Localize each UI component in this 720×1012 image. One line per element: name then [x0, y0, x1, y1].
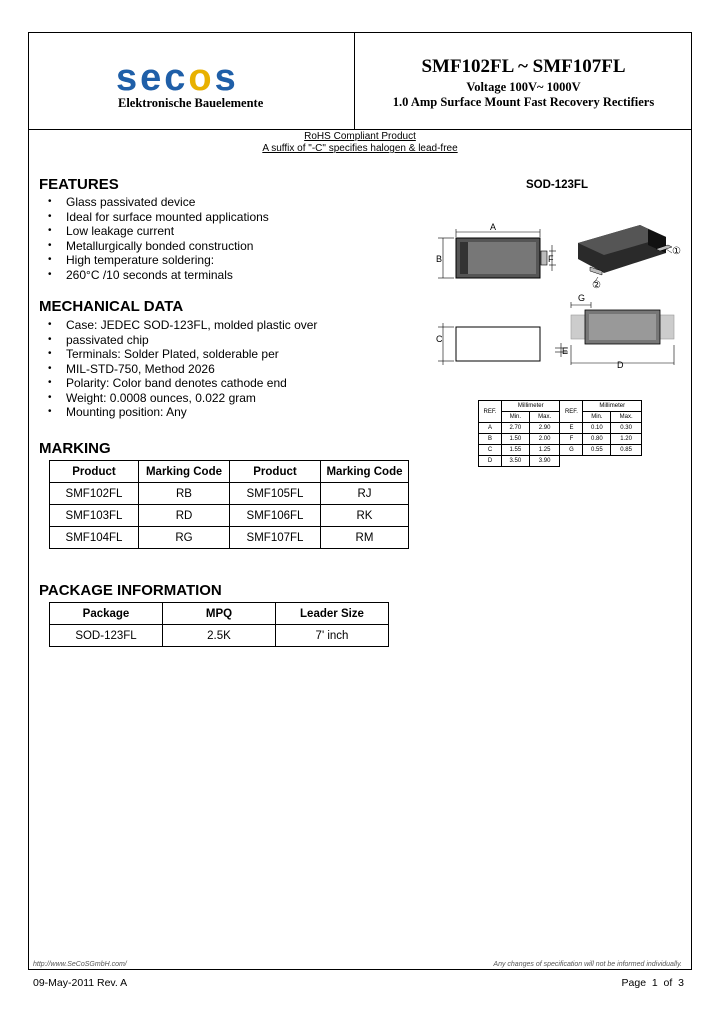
footprint-view	[571, 302, 674, 365]
dim-label-g: G	[578, 293, 586, 303]
rohs-line-2: A suffix of "-C" specifies halogen & lead-free	[262, 143, 458, 154]
package-drawing-title: SOD-123FL	[526, 179, 588, 191]
table-row: SMF104FL RG SMF107FL RM	[50, 527, 409, 549]
dim-label-b: B	[436, 254, 443, 264]
dim-unit-header: Millimeter	[502, 401, 560, 412]
marking-col-code: Marking Code	[139, 461, 230, 483]
package-info-heading: PACKAGE INFORMATION	[39, 582, 222, 599]
dim-max-header: Max.	[611, 412, 642, 423]
mechanical-list	[48, 318, 317, 420]
list-item: • Low leakage current	[48, 224, 269, 239]
footer-notice: Any changes of specification will not be informed individually.	[493, 961, 682, 968]
list-item: • Mounting position: Any	[48, 405, 317, 420]
brand-logo	[116, 58, 239, 98]
product-description: 1.0 Amp Surface Mount Fast Recovery Rectifiers	[392, 95, 655, 109]
list-item: • Weight: 0.0008 ounces, 0.022 gram	[48, 391, 317, 406]
table-row: SOD-123FL 2.5K 7' inch	[50, 625, 389, 647]
pin-2-label: ②	[592, 280, 601, 291]
side-view	[438, 323, 568, 365]
pin-1-label: ①	[672, 246, 681, 257]
dim-min-header: Min.	[583, 412, 611, 423]
rohs-line-1: RoHS Compliant Product	[304, 131, 416, 142]
dim-ref-header: REF.	[560, 401, 583, 423]
brand-logo-text: secos	[116, 57, 239, 99]
list-item: • Ideal for surface mounted applications	[48, 210, 269, 225]
marking-col-code: Marking Code	[321, 461, 409, 483]
package-col-mpq: MPQ	[163, 603, 276, 625]
dim-min-header: Min.	[502, 412, 530, 423]
marking-col-product: Product	[50, 461, 139, 483]
dim-label-c: C	[436, 334, 443, 344]
footer-url[interactable]: http://www.SeCoSGmbH.com/	[33, 961, 127, 968]
voltage-range: Voltage 100V~ 1000V	[466, 80, 581, 94]
table-row: SMF103FL RD SMF106FL RK	[50, 505, 409, 527]
isometric-view	[578, 225, 672, 283]
dim-max-header: Max.	[529, 412, 560, 423]
dim-label-f: F	[548, 254, 554, 264]
features-heading: FEATURES	[39, 176, 119, 193]
dim-unit-header: Millimeter	[583, 401, 642, 412]
features-list	[48, 195, 269, 282]
mechanical-heading: MECHANICAL DATA	[39, 298, 184, 315]
list-item: • High temperature soldering:	[48, 253, 269, 268]
package-info-table	[49, 602, 389, 647]
footer-date-revision: 09-May-2011 Rev. A	[33, 977, 128, 989]
brand-subtitle: Elektronische Bauelemente	[118, 96, 264, 110]
table-row: C 1.55 1.25 G 0.55 0.85	[479, 445, 642, 456]
dim-ref-header: REF.	[479, 401, 502, 423]
list-item: • Glass passivated device	[48, 195, 269, 210]
page-title: SMF102FL ~ SMF107FL	[421, 56, 626, 77]
marking-col-product: Product	[230, 461, 321, 483]
dim-label-a: A	[490, 222, 497, 232]
package-outline-drawing	[430, 215, 690, 385]
list-item-continuation: • passivated chip	[48, 333, 317, 348]
dim-label-e: E	[562, 346, 569, 356]
table-row: B 1.50 2.00 F 0.80 1.20	[479, 434, 642, 445]
list-item: • Metallurgically bonded construction	[48, 239, 269, 254]
dimension-table	[478, 400, 642, 467]
package-col-leader: Leader Size	[276, 603, 389, 625]
list-item: • Polarity: Color band denotes cathode end	[48, 376, 317, 391]
list-item-continuation: • MIL-STD-750, Method 2026	[48, 362, 317, 377]
table-row: D 3.50 3.90	[479, 456, 642, 467]
header-divider	[28, 129, 692, 130]
list-item: • Case: JEDEC SOD-123FL, molded plastic over	[48, 318, 317, 333]
table-row: A 2.70 2.90 E 0.10 0.30	[479, 423, 642, 434]
marking-heading: MARKING	[39, 440, 111, 457]
footer-page-number: Page 1 of 3	[621, 977, 684, 989]
marking-table	[49, 460, 409, 549]
dim-label-d: D	[617, 360, 624, 370]
list-item: • Terminals: Solder Plated, solderable per	[48, 347, 317, 362]
list-item-continuation: • 260°C /10 seconds at terminals	[48, 268, 269, 283]
package-col-package: Package	[50, 603, 163, 625]
table-row: SMF102FL RB SMF105FL RJ	[50, 483, 409, 505]
top-view	[438, 229, 556, 278]
footer-divider	[28, 969, 692, 970]
